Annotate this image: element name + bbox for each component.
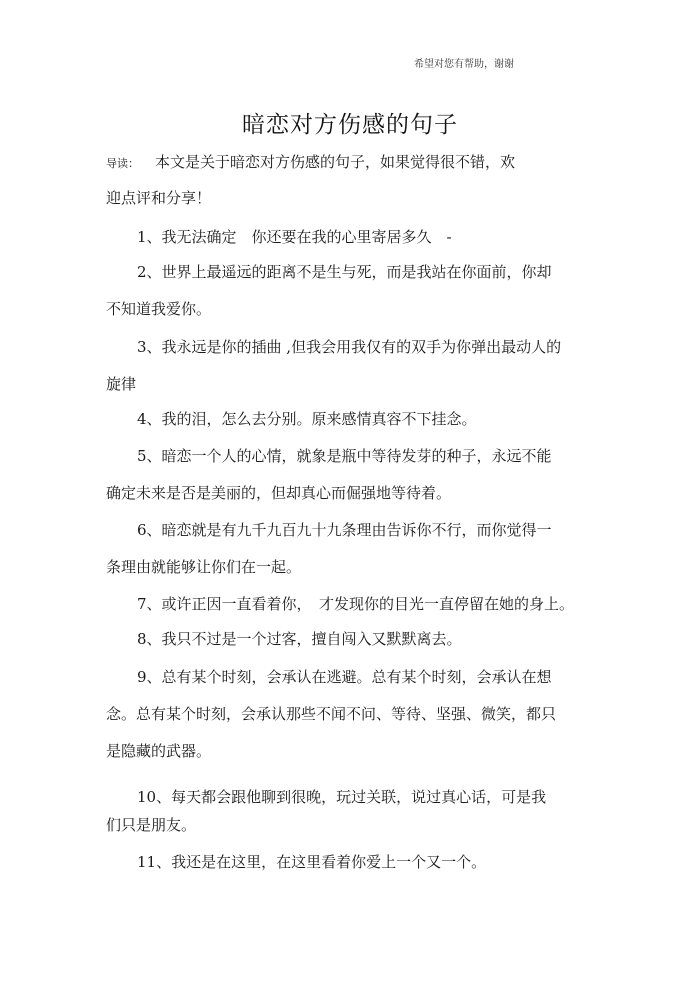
list-item-4-line-1: 4、我的泪，怎么去分别。原来感情真容不下挂念。 [137,410,477,428]
list-item-3-line-1: 3、我永远是你的插曲 ,但我会用我仅有的双手为你弹出最动人的 [137,338,562,356]
list-item-6-line-1: 6、暗恋就是有九千九百九十九条理由告诉你不行，而你觉得一 [137,521,552,539]
list-item-1-line-1: 1、我无法确定 你还要在我的心里寄居多久 - [137,228,452,246]
list-item-10-line-1: 10、每天都会跟他聊到很晚，玩过关联，说过真心话，可是我 [137,788,547,806]
list-item-6-line-2: 条理由就能够让你们在一起。 [106,558,302,576]
intro-label: 导读： [106,157,139,170]
list-item-5-line-2: 确定未来是否是美丽的，但却真心而倔强地等待着。 [106,484,452,502]
list-item-11-line-1: 11、我还是在这里，在这里看着你爱上一个又一个。 [137,853,487,871]
list-item-9-line-3: 是隐藏的武器。 [106,742,212,760]
page-title: 暗恋对方伤感的句子 [242,112,458,138]
list-item-2-line-1: 2、世界上最遥远的距离不是生与死，而是我站在你面前，你却 [137,263,552,281]
list-item-3-line-2: 旋律 [106,375,137,393]
list-item-9-line-1: 9、总有某个时刻，会承认在逃避。总有某个时刻，会承认在想 [137,668,552,686]
list-item-10-line-2: 们只是朋友。 [106,816,197,834]
list-item-2-line-2: 不知道我爱你。 [106,300,212,318]
header-note: 希望对您有帮助，谢谢 [414,59,514,70]
intro-text-1: 本文是关于暗恋对方伤感的句子，如果觉得很不错，欢 [155,153,516,171]
intro-line-1 [106,151,515,172]
intro-line-2: 迎点评和分享！ [106,189,212,207]
list-item-7-line-1: 7、或许正因一直看着你， 才发现你的目光一直停留在她的身上。 [137,595,575,613]
list-item-9-line-2: 念。总有某个时刻，会承认那些不闻不问、等待、坚强、微笑，都只 [106,705,557,723]
list-item-8-line-1: 8、我只不过是一个过客，擅自闯入又默默离去。 [137,630,462,648]
list-item-5-line-1: 5、暗恋一个人的心情，就象是瓶中等待发芽的种子，永远不能 [137,447,552,465]
